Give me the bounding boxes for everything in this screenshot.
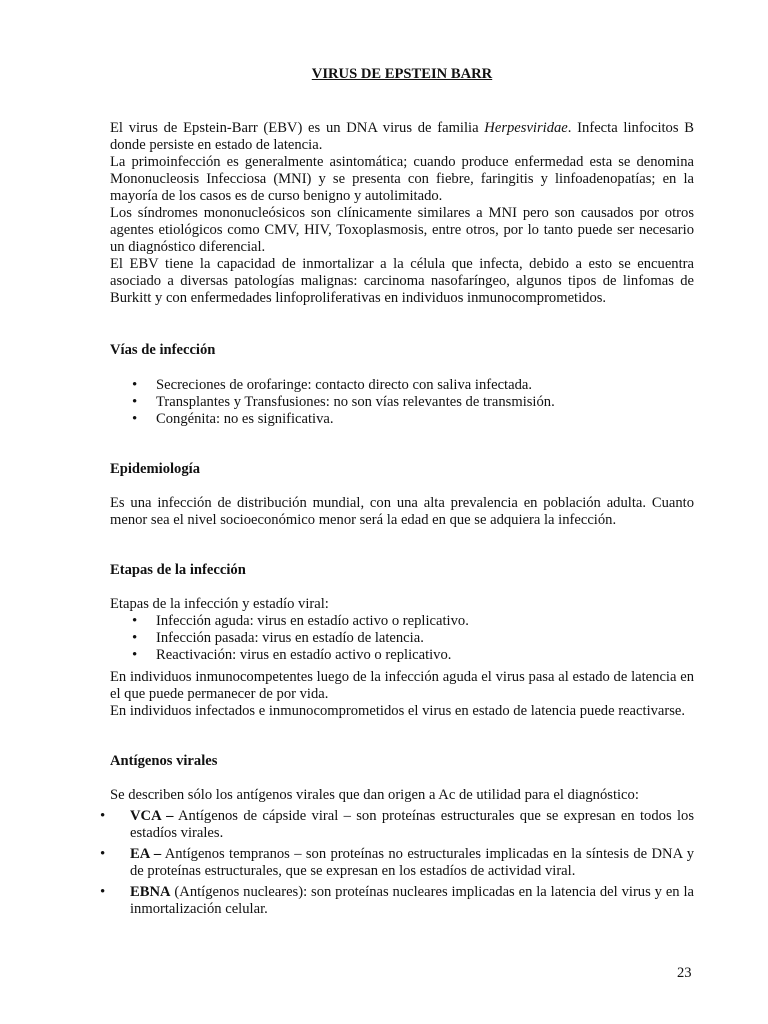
intro-section [110,120,694,307]
document-page [110,66,694,922]
list-item [110,846,694,880]
list-item [110,884,694,918]
list-item [110,808,694,842]
section-heading-epidemiologia: Epidemiología [110,461,201,477]
intro-paragraph-4: El EBV tiene la capacidad de inmortalizar a la célula que infecta, debido a esto se encuentra asociado a diversas patologías malignas: carcinoma nasofaríngeo, algunos tipos de linfomas de Burkitt y con enfermedades linfoproliferativas en individuos inmunocomprometidos. [110,256,694,306]
antigen-description: (Antígenos nucleares): son proteínas nucleares implicadas en la latencia del virus y en la inmortalización celular. [130,884,694,917]
vias-list [110,377,694,428]
list-item: • Reactivación: virus en estadío activo o replicativo. [110,647,694,664]
antigen-term: EBNA [130,884,171,900]
intro-text: . Infecta linfocitos B donde persiste en estado de latencia. [110,120,694,153]
etapas-paragraph-2: En individuos infectados e inmunocomprometidos el virus en estado de latencia puede reactivarse. [110,703,686,719]
page-number: 23 [677,965,692,981]
antigen-term: EA – [130,846,162,862]
intro-paragraph-2: La primoinfección es generalmente asintomática; cuando produce enfermedad esta se denomina Mononucleosis Infecciosa (MNI) y se presenta con fiebre, faringitis y linfoadenopatías; en la mayoría de los casos es de curso benigno y autolimitado. [110,154,694,204]
etapas-paragraph-1: En individuos inmunocompetentes luego de la infección aguda el virus pasa al estado de latencia en el que puede permanecer de por vida. [110,669,694,702]
family-name: Herpesviridae [484,120,568,136]
epidemiologia-paragraph: Es una infección de distribución mundial, con una alta prevalencia en población adulta. Cuanto menor sea el nivel socioeconómico menor será la edad en que se adquiera la infección. [110,495,694,528]
intro-text: El virus de Epstein-Barr (EBV) es un DNA virus de familia [110,120,485,136]
antigen-description: Antígenos de cápside viral – son proteínas estructurales que se expresan en todos los estadíos virales. [130,808,694,841]
antigenos-list [110,808,694,918]
etapas-intro: Etapas de la infección y estadío viral: [110,596,329,612]
antigenos-intro: Se describen sólo los antígenos virales que dan origen a Ac de utilidad para el diagnóstico: [110,787,639,803]
list-item: • Infección pasada: virus en estadío de latencia. [110,630,694,647]
antigen-description: Antígenos tempranos – son proteínas no estructurales implicadas en la síntesis de DNA y de proteínas estructurales, que se expresan en los estadíos de actividad viral. [130,846,694,879]
intro-paragraph-1 [110,120,694,154]
list-item: • Transplantes y Transfusiones: no son vías relevantes de transmisión. [110,394,694,411]
document-title: VIRUS DE EPSTEIN BARR [311,66,493,82]
intro-paragraph-3: Los síndromes mononucleósicos son clínicamente similares a MNI pero son causados por otros agentes etiológicos como CMV, HIV, Toxoplasmosis, entre otros, por lo tanto puede ser necesario un diagnóstico diferencial. [110,205,694,255]
etapas-list [110,613,694,664]
section-heading-vias: Vías de infección [110,342,216,358]
list-item: • Congénita: no es significativa. [110,411,694,428]
antigen-term: VCA – [130,808,174,824]
section-heading-antigenos: Antígenos virales [110,753,218,769]
section-heading-etapas: Etapas de la infección [110,562,246,578]
list-item: • Secreciones de orofaringe: contacto directo con saliva infectada. [110,377,694,394]
list-item: • Infección aguda: virus en estadío activo o replicativo. [110,613,694,630]
